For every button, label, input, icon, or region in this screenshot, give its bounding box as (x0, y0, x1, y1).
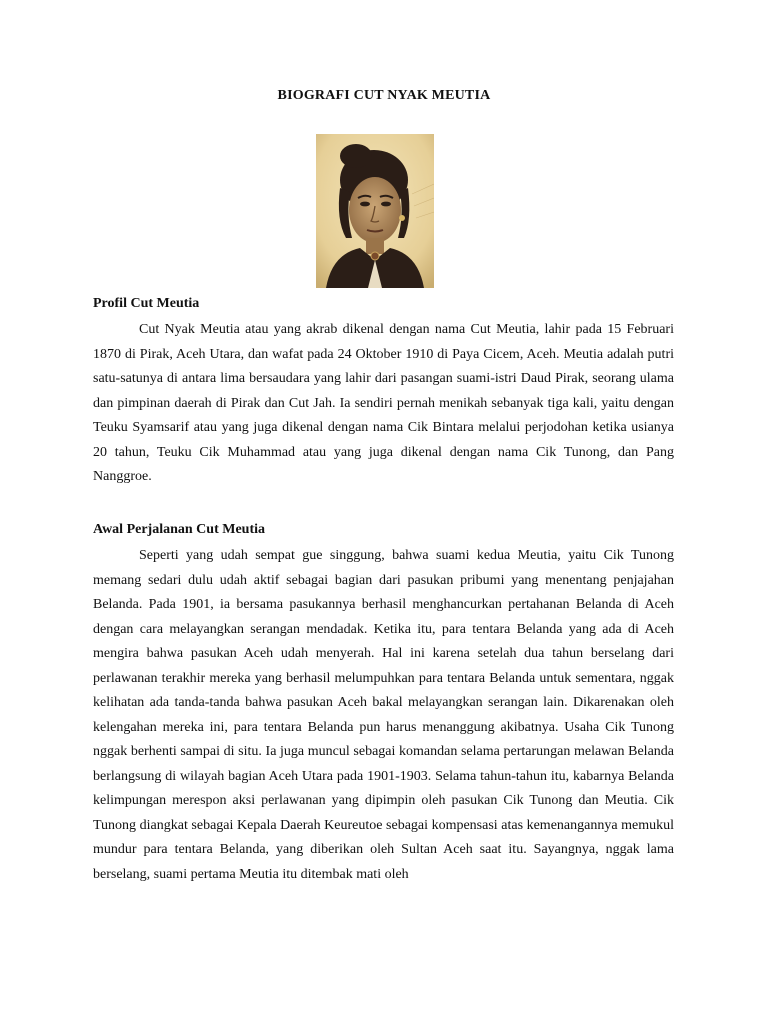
section-paragraph-awal-perjalanan: Seperti yang udah sempat gue singgung, bahwa suami kedua Meutia, yaitu Cik Tunong memang sedari dulu udah aktif sebagai bagian dari pasukan pribumi yang menentang penjajahan Belanda. Pada 1901, ia bersama pasukannya berhasil menghancurkan pertahanan Belanda di Aceh dengan cara melayangkan serangan mendadak. Ketika itu, para tentara Belanda yang ada di Aceh mengira bahwa pasukan Aceh udah menyerah. Hal ini karena setelah dua tahun berselang dari perlawanan terakhir mereka yang berhasil melumpuhkan para tentara Belanda untuk sementara, nggak kelihatan ada tanda-tanda bahwa pasukan Aceh bakal melayangkan serangan lain. Dikarenakan oleh kelengahan mereka ini, para tentara Belanda pun harus menanggung akibatnya. Usaha Cik Tunong nggak berhenti sampai di situ. Ia juga muncul sebagai komandan selama pertarungan melawan Belanda berlangsung di wilayah bagian Aceh Utara pada 1901-1903. Selama tahun-tahun itu, kabarnya Belanda kelimpungan merespon aksi perlawanan yang dipimpin oleh pasukan Cik Tunong dan Meutia. Cik Tunong diangkat sebagai Kepala Daerah Keureutoe sebagai kompensasi atas kemenangannya memukul mundur para tentara Belanda, yang diberikan oleh Sultan Aceh saat itu. Sayangnya, nggak lama berselang, suami pertama Meutia itu ditembak mati oleh (93, 548, 674, 882)
section-heading-profil: Profil Cut Meutia (93, 296, 200, 311)
portrait-photo (316, 134, 434, 288)
section-heading-awal-perjalanan: Awal Perjalanan Cut Meutia (93, 522, 265, 537)
document-title: BIOGRAFI CUT NYAK MEUTIA (277, 88, 491, 103)
section-paragraph-profil: Cut Nyak Meutia atau yang akrab dikenal dengan nama Cut Meutia, lahir pada 15 Februari 1870 di Pirak, Aceh Utara, dan wafat pada 24 Oktober 1910 di Paya Cicem, Aceh. Meutia adalah putri satu-satunya di antara lima bersaudara yang lahir dari pasangan suami-istri Daud Pirak, seorang ulama dan pimpinan daerah di Pirak dan Cut Jah. Ia sendiri pernah menikah sebanyak tiga kali, yaitu dengan Teuku Syamsarif atau yang juga dikenal dengan nama Cik Bintara melalui perjodohan ketika usianya 20 tahun, Teuku Cik Muhammad atau yang juga dikenal dengan nama Cik Tunong, dan Pang Nanggroe. (93, 322, 674, 484)
